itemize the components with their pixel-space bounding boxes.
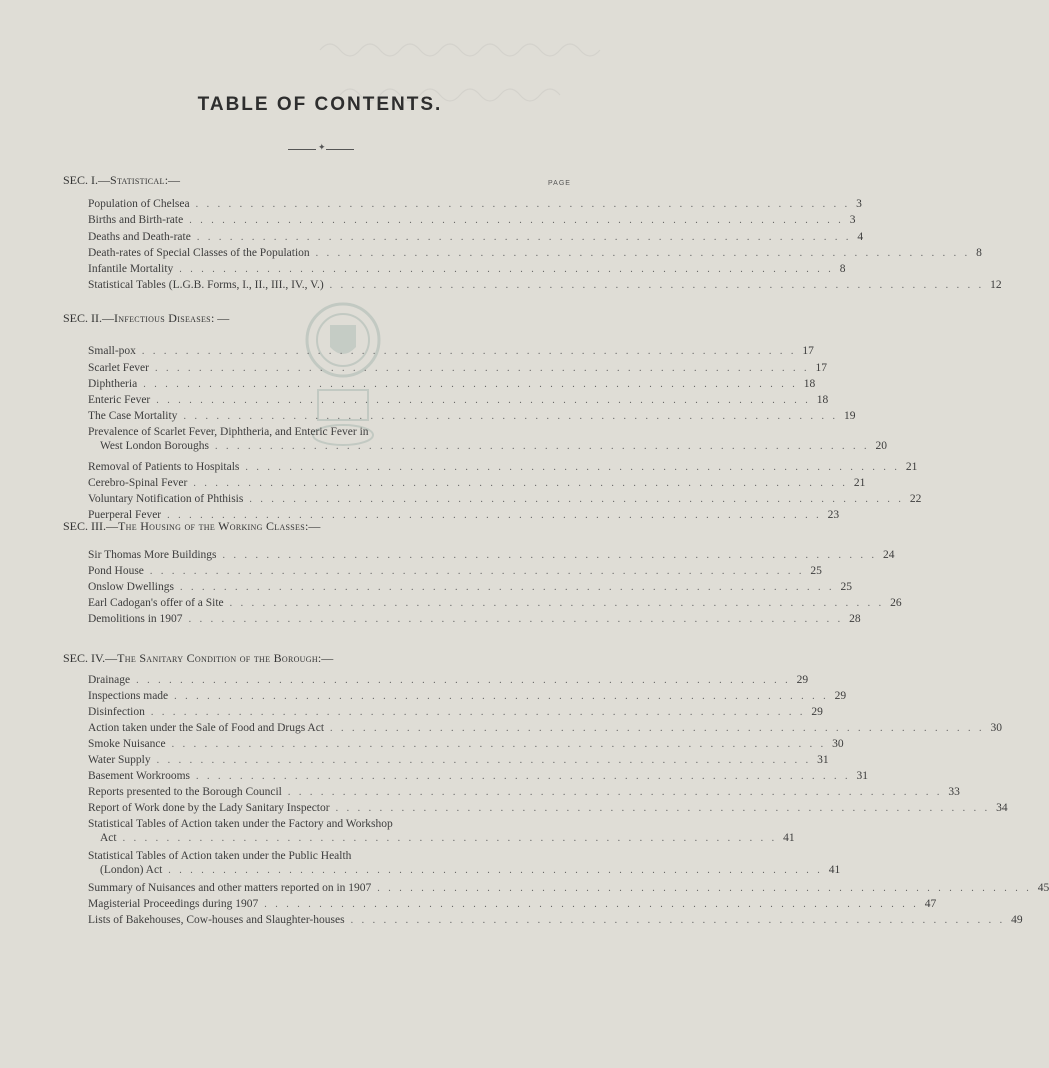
toc-entry-label-continuation: West London Boroughs — [100, 440, 209, 452]
toc-entry — [88, 548, 895, 563]
toc-entry — [88, 849, 841, 878]
dot-leader: . . . . . . . . . . . . . . . . . . . . . . . . . . . . . . . . . . . . . . . . . . . . . . . . . . . . . . . . . . . . — [249, 494, 904, 505]
toc-entry — [88, 213, 856, 228]
toc-entry — [88, 689, 847, 704]
toc-entry-row — [88, 673, 809, 688]
toc-entry-row — [88, 596, 902, 611]
toc-page-number: 17 — [802, 345, 814, 357]
toc-entry-row — [88, 863, 841, 878]
toc-entry — [88, 262, 846, 277]
toc-entry-row — [88, 344, 814, 359]
toc-entry-row — [88, 460, 918, 475]
toc-entry-label: Disinfection — [88, 706, 145, 718]
toc-entry-row — [88, 737, 844, 752]
toc-entry-row — [88, 230, 864, 245]
toc-entry-row — [88, 721, 1003, 736]
toc-entry — [88, 246, 982, 261]
toc-entry — [88, 913, 1023, 928]
toc-entry-row — [88, 278, 1002, 293]
toc-entry-row — [88, 361, 827, 376]
toc-page-number: 20 — [875, 440, 887, 452]
toc-entry-label: Action taken under the Sale of Food and Drugs Act — [88, 722, 325, 734]
dot-leader: . . . . . . . . . . . . . . . . . . . . . . . . . . . . . . . . . . . . . . . . . . . . . . . . . . . . . . . . . . . . — [245, 462, 900, 473]
toc-entry — [88, 361, 827, 376]
toc-entry — [88, 737, 844, 752]
dot-leader: . . . . . . . . . . . . . . . . . . . . . . . . . . . . . . . . . . . . . . . . . . . . . . . . . . . . . . . . . . . . — [196, 232, 852, 243]
toc-entry-label: Smoke Nuisance — [88, 738, 166, 750]
section-heading — [63, 311, 229, 326]
toc-page-number: 8 — [839, 263, 846, 275]
section-heading — [63, 173, 180, 188]
toc-page-number: 34 — [996, 802, 1008, 814]
toc-entry — [88, 753, 829, 768]
section-title: The Sanitary Condition of the Borough — [117, 651, 318, 665]
toc-entry — [88, 197, 862, 212]
toc-page-number: 41 — [828, 864, 841, 876]
toc-entry-row — [88, 689, 847, 704]
toc-entry-label: Water Supply — [88, 754, 151, 766]
dot-leader: . . . . . . . . . . . . . . . . . . . . . . . . . . . . . . . . . . . . . . . . . . . . . . . . . . . . . . . . . . . . — [195, 199, 851, 210]
toc-page-number: 19 — [843, 410, 856, 422]
toc-entry-label: Basement Workrooms — [88, 770, 191, 782]
toc-entry-label: Prevalence of Scarlet Fever, Diphtheria, and Enteric Fever in — [88, 426, 369, 438]
toc-entry — [88, 230, 864, 245]
section-number: SEC. IV.— — [63, 651, 118, 665]
toc-page-number: 49 — [1011, 914, 1023, 926]
toc-entry-row — [88, 831, 795, 846]
toc-page-number: 45 — [1037, 882, 1049, 894]
dot-leader: . . . . . . . . . . . . . . . . . . . . . . . . . . . . . . . . . . . . . . . . . . . . . . . . . . . . . . . . . . . . — [264, 899, 919, 910]
toc-entry-label: Inspections made — [88, 690, 169, 702]
toc-entry — [88, 393, 829, 408]
toc-entry — [88, 580, 852, 595]
toc-entry-label: Demolitions in 1907 — [88, 613, 183, 625]
toc-entry-label: Report of Work done by the Lady Sanitary Inspector — [88, 802, 330, 814]
toc-entry-row — [88, 897, 937, 912]
toc-page-number: 17 — [815, 362, 827, 374]
dot-leader: . . . . . . . . . . . . . . . . . . . . . . . . . . . . . . . . . . . . . . . . . . . . . . . . . . . . . . . . . . . . — [141, 346, 797, 357]
toc-page-number: 18 — [803, 378, 816, 390]
toc-entry — [88, 801, 1008, 816]
toc-entry-label: Infantile Mortality — [88, 263, 174, 275]
toc-entry-label: Statistical Tables of Action taken under the Public Health — [88, 850, 352, 862]
toc-entry-row — [88, 377, 816, 392]
toc-entry-label: Statistical Tables (L.G.B. Forms, I., II., III., IV., V.) — [88, 279, 324, 291]
toc-entry-label: Reports presented to the Borough Council — [88, 786, 282, 798]
section-suffix: : — — [210, 311, 230, 325]
toc-entry-row — [88, 580, 852, 595]
toc-entry — [88, 897, 937, 912]
title-ornament — [288, 143, 354, 153]
toc-entry-label: Statistical Tables of Action taken under the Factory and Workshop — [88, 818, 393, 830]
section-title: The Housing of the Working Classes — [118, 519, 305, 533]
toc-entry — [88, 564, 822, 579]
dot-leader: . . . . . . . . . . . . . . . . . . . . . . . . . . . . . . . . . . . . . . . . . . . . . . . . . . . . . . . . . . . . — [377, 883, 1032, 894]
toc-entry-row — [88, 492, 922, 507]
toc-page-number: 24 — [883, 549, 895, 561]
toc-page-number: 21 — [905, 461, 918, 473]
toc-entry-row — [88, 409, 856, 424]
toc-entry — [88, 377, 816, 392]
toc-entry-row — [88, 612, 861, 627]
toc-entry-row — [88, 262, 846, 277]
toc-page-number: 8 — [976, 247, 982, 259]
ornament-flourish: ✦ — [318, 143, 326, 153]
toc-entry-label: Drainage — [88, 674, 131, 686]
dot-leader: . . . . . . . . . . . . . . . . . . . . . . . . . . . . . . . . . . . . . . . . . . . . . . . . . . . . . . . . . . . . — [122, 833, 778, 844]
toc-entry-row — [88, 548, 895, 563]
toc-entry-label: Voluntary Notification of Phthisis — [88, 493, 244, 505]
toc-entry-row — [88, 913, 1023, 928]
dot-leader: . . . . . . . . . . . . . . . . . . . . . . . . . . . . . . . . . . . . . . . . . . . . . . . . . . . . . . . . . . . . — [156, 395, 811, 406]
toc-entry-label: Cerebro-Spinal Fever — [88, 477, 188, 489]
toc-entry-row — [88, 753, 829, 768]
toc-page-number: 12 — [990, 279, 1002, 291]
dot-leader: . . . . . . . . . . . . . . . . . . . . . . . . . . . . . . . . . . . . . . . . . . . . . . . . . . . . . . . . . . . . — [222, 550, 878, 561]
dot-leader: . . . . . . . . . . . . . . . . . . . . . . . . . . . . . . . . . . . . . . . . . . . . . . . . . . . . . . . . . . . . — [156, 755, 812, 766]
toc-entry-label: Small-pox — [88, 345, 136, 357]
section-number: SEC. II.— — [63, 311, 114, 325]
toc-entry-row — [88, 213, 856, 228]
dot-leader: . . . . . . . . . . . . . . . . . . . . . . . . . . . . . . . . . . . . . . . . . . . . . . . . . . . . . . . . . . . . — [174, 691, 829, 702]
dot-leader: . . . . . . . . . . . . . . . . . . . . . . . . . . . . . . . . . . . . . . . . . . . . . . . . . . . . . . . . . . . . — [167, 510, 822, 521]
section-heading — [63, 651, 333, 666]
toc-entry-row — [88, 785, 960, 800]
dot-leader: . . . . . . . . . . . . . . . . . . . . . . . . . . . . . . . . . . . . . . . . . . . . . . . . . . . . . . . . . . . . — [287, 787, 943, 798]
dot-leader: . . . . . . . . . . . . . . . . . . . . . . . . . . . . . . . . . . . . . . . . . . . . . . . . . . . . . . . . . . . . — [329, 280, 985, 291]
toc-page-number: 22 — [909, 493, 922, 505]
toc-page-number: 31 — [817, 754, 829, 766]
section-title: Statistical — [110, 173, 165, 187]
dot-leader: . . . . . . . . . . . . . . . . . . . . . . . . . . . . . . . . . . . . . . . . . . . . . . . . . . . . . . . . . . . . — [171, 739, 827, 750]
toc-entry-label: Puerperal Fever — [88, 509, 162, 521]
toc-entry-row — [88, 769, 869, 784]
dot-leader: . . . . . . . . . . . . . . . . . . . . . . . . . . . . . . . . . . . . . . . . . . . . . . . . . . . . . . . . . . . . — [188, 614, 844, 625]
toc-entry — [88, 785, 960, 800]
toc-entry-label: Death-rates of Special Classes of the Population — [88, 247, 310, 259]
toc-entry — [88, 705, 823, 720]
toc-entry-label: Removal of Patients to Hospitals — [88, 461, 240, 473]
dot-leader: . . . . . . . . . . . . . . . . . . . . . . . . . . . . . . . . . . . . . . . . . . . . . . . . . . . . . . . . . . . . — [149, 566, 805, 577]
section-suffix: :— — [304, 519, 321, 533]
section-number: SEC. III.— — [63, 519, 118, 533]
toc-entry-label: Earl Cadogan's offer of a Site — [88, 597, 224, 609]
toc-entry-label: Deaths and Death-rate — [88, 231, 191, 243]
toc-entry-label-continuation: (London) Act — [100, 864, 163, 876]
toc-entry-label: Births and Birth-rate — [88, 214, 184, 226]
toc-entry — [88, 817, 795, 846]
dot-leader: . . . . . . . . . . . . . . . . . . . . . . . . . . . . . . . . . . . . . . . . . . . . . . . . . . . . . . . . . . . . — [136, 675, 791, 686]
toc-entry-row — [88, 197, 862, 212]
dot-leader: . . . . . . . . . . . . . . . . . . . . . . . . . . . . . . . . . . . . . . . . . . . . . . . . . . . . . . . . . . . . — [143, 379, 798, 390]
toc-page-number: 30 — [990, 722, 1003, 734]
toc-entry — [88, 612, 861, 627]
ornament-rule-left — [288, 149, 316, 150]
section-heading — [63, 519, 320, 534]
toc-page-number: 3 — [849, 214, 856, 226]
toc-entry — [88, 881, 1049, 896]
toc-entry — [88, 596, 902, 611]
section-suffix: :— — [317, 651, 334, 665]
toc-entry — [88, 278, 1002, 293]
toc-entry-label: Onslow Dwellings — [88, 581, 174, 593]
dot-leader: . . . . . . . . . . . . . . . . . . . . . . . . . . . . . . . . . . . . . . . . . . . . . . . . . . . . . . . . . . . . — [193, 478, 848, 489]
toc-page-number: 25 — [810, 565, 822, 577]
toc-page-number: 33 — [948, 786, 960, 798]
toc-entry — [88, 476, 866, 491]
dot-leader: . . . . . . . . . . . . . . . . . . . . . . . . . . . . . . . . . . . . . . . . . . . . . . . . . . . . . . . . . . . . — [179, 264, 834, 275]
dot-leader: . . . . . . . . . . . . . . . . . . . . . . . . . . . . . . . . . . . . . . . . . . . . . . . . . . . . . . . . . . . . — [168, 865, 823, 876]
toc-entry-label: Sir Thomas More Buildings — [88, 549, 217, 561]
toc-page-number: 23 — [827, 509, 840, 521]
toc-entry-row — [88, 393, 829, 408]
dot-leader: . . . . . . . . . . . . . . . . . . . . . . . . . . . . . . . . . . . . . . . . . . . . . . . . . . . . . . . . . . . . — [350, 915, 1006, 926]
toc-entry-label: Pond House — [88, 565, 144, 577]
section-suffix: :— — [164, 173, 181, 187]
toc-entry-label: Diphtheria — [88, 378, 138, 390]
toc-page-number: 25 — [840, 581, 852, 593]
dot-leader: . . . . . . . . . . . . . . . . . . . . . . . . . . . . . . . . . . . . . . . . . . . . . . . . . . . . . . . . . . . . — [179, 582, 835, 593]
toc-page-number: 3 — [856, 198, 862, 210]
toc-page-number: 29 — [834, 690, 847, 702]
toc-entry-label: Lists of Bakehouses, Cow-houses and Slaughter-houses — [88, 914, 345, 926]
toc-entry-label: The Case Mortality — [88, 410, 178, 422]
toc-entry — [88, 673, 809, 688]
section-number: SEC. I.— — [63, 173, 111, 187]
toc-entry — [88, 769, 869, 784]
toc-entry — [88, 460, 918, 475]
toc-entry — [88, 721, 1003, 736]
toc-page-number: 21 — [853, 477, 866, 489]
toc-entry-label-continuation: Act — [100, 832, 117, 844]
toc-entry-label: Magisterial Proceedings during 1907 — [88, 898, 259, 910]
dot-leader: . . . . . . . . . . . . . . . . . . . . . . . . . . . . . . . . . . . . . . . . . . . . . . . . . . . . . . . . . . . . — [196, 771, 851, 782]
toc-entry — [88, 492, 922, 507]
ornament-rule-right — [326, 149, 354, 150]
page-column-label: PAGE — [548, 180, 571, 187]
dot-leader: . . . . . . . . . . . . . . . . . . . . . . . . . . . . . . . . . . . . . . . . . . . . . . . . . . . . . . . . . . . . — [315, 248, 971, 259]
dot-leader: . . . . . . . . . . . . . . . . . . . . . . . . . . . . . . . . . . . . . . . . . . . . . . . . . . . . . . . . . . . . — [189, 215, 844, 226]
toc-page-number: 28 — [849, 613, 861, 625]
dot-leader: . . . . . . . . . . . . . . . . . . . . . . . . . . . . . . . . . . . . . . . . . . . . . . . . . . . . . . . . . . . . — [155, 363, 810, 374]
toc-entry-row — [88, 801, 1008, 816]
toc-entry — [88, 425, 887, 454]
toc-page-number: 30 — [832, 738, 844, 750]
toc-page-number: 41 — [783, 832, 795, 844]
dot-leader: . . . . . . . . . . . . . . . . . . . . . . . . . . . . . . . . . . . . . . . . . . . . . . . . . . . . . . . . . . . . — [214, 441, 870, 452]
toc-entry-row — [88, 439, 887, 454]
toc-entry-label: Population of Chelsea — [88, 198, 190, 210]
toc-page-number: 29 — [796, 674, 809, 686]
toc-entry — [88, 409, 856, 424]
toc-entry-label: Enteric Fever — [88, 394, 151, 406]
toc-page-number: 31 — [856, 770, 869, 782]
toc-entry — [88, 344, 814, 359]
dot-leader: . . . . . . . . . . . . . . . . . . . . . . . . . . . . . . . . . . . . . . . . . . . . . . . . . . . . . . . . . . . . — [150, 707, 806, 718]
toc-page-number: 26 — [890, 597, 902, 609]
page-title: TABLE OF CONTENTS. — [197, 94, 443, 115]
toc-entry-label: Summary of Nuisances and other matters reported on in 1907 — [88, 882, 372, 894]
dot-leader: . . . . . . . . . . . . . . . . . . . . . . . . . . . . . . . . . . . . . . . . . . . . . . . . . . . . . . . . . . . . — [330, 723, 985, 734]
toc-page-number: 18 — [816, 394, 829, 406]
dot-leader: . . . . . . . . . . . . . . . . . . . . . . . . . . . . . . . . . . . . . . . . . . . . . . . . . . . . . . . . . . . . — [229, 598, 885, 609]
toc-page-number: 29 — [811, 706, 823, 718]
toc-entry-row — [88, 476, 866, 491]
toc-entry-row — [88, 705, 823, 720]
toc-entry-row — [88, 564, 822, 579]
dot-leader: . . . . . . . . . . . . . . . . . . . . . . . . . . . . . . . . . . . . . . . . . . . . . . . . . . . . . . . . . . . . — [335, 803, 991, 814]
toc-entry-row — [88, 246, 982, 261]
toc-entry-row — [88, 881, 1049, 896]
toc-page-number: 47 — [924, 898, 937, 910]
toc-page-number: 4 — [857, 231, 864, 243]
section-title: Infectious Diseases — [114, 311, 211, 325]
toc-entry-label: Scarlet Fever — [88, 362, 149, 374]
dot-leader: . . . . . . . . . . . . . . . . . . . . . . . . . . . . . . . . . . . . . . . . . . . . . . . . . . . . . . . . . . . . — [183, 411, 838, 422]
